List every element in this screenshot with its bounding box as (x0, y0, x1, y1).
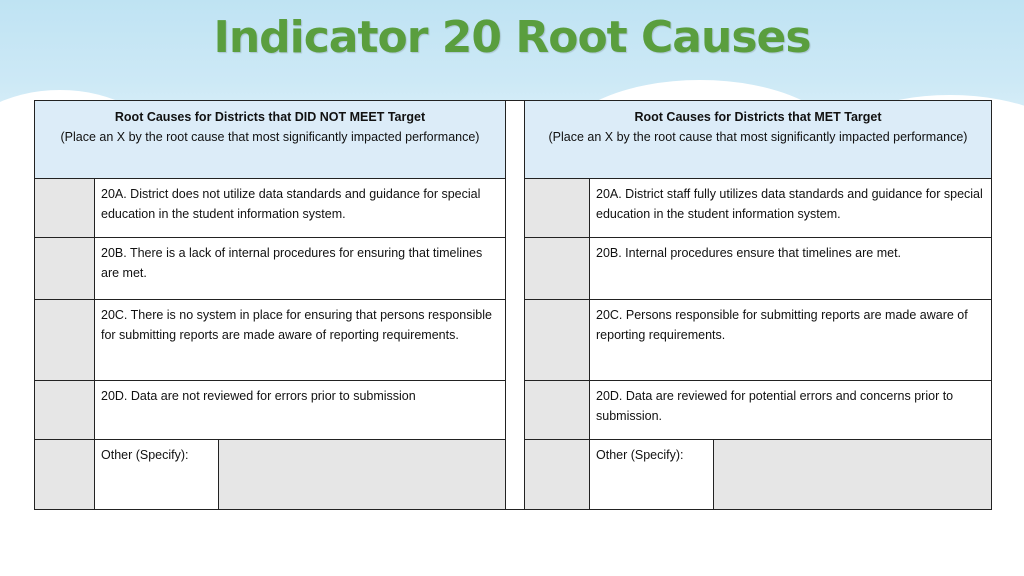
page-title: Indicator 20 Root Causes (213, 12, 811, 63)
right-other-label: Other (Specify): (590, 439, 714, 509)
column-divider (506, 101, 525, 510)
right-cause-20a: 20A. District staff fully utilizes data standards and guidance for special education in the student information system. (590, 179, 992, 238)
left-checkbox-cell-20b[interactable] (35, 238, 95, 300)
right-heading: Root Causes for Districts that MET Target (634, 110, 882, 124)
left-header-cell (35, 101, 506, 179)
left-instruction: (Place an X by the root cause that most significantly impacted performance) (60, 130, 480, 144)
right-checkbox-cell-20a[interactable] (525, 179, 590, 238)
left-checkbox-cell-other[interactable] (35, 439, 95, 509)
right-cause-20b: 20B. Internal procedures ensure that timelines are met. (590, 238, 992, 300)
left-cause-20d: 20D. Data are not reviewed for errors prior to submission (95, 380, 506, 439)
left-heading: Root Causes for Districts that DID NOT MEET Target (114, 110, 426, 124)
left-checkbox-cell-20a[interactable] (35, 179, 95, 238)
left-checkbox-cell-20c[interactable] (35, 300, 95, 380)
left-other-label: Other (Specify): (95, 439, 219, 509)
right-checkbox-cell-20b[interactable] (525, 238, 590, 300)
left-cause-20b: 20B. There is a lack of internal procedures for ensuring that timelines are met. (95, 238, 506, 300)
root-causes-table (34, 100, 992, 510)
right-other-specify-field[interactable] (714, 439, 992, 509)
right-checkbox-cell-20c[interactable] (525, 300, 590, 380)
left-other-specify-field[interactable] (219, 439, 506, 509)
header-row (35, 101, 992, 179)
right-instruction: (Place an X by the root cause that most significantly impacted performance) (548, 130, 968, 144)
right-header-cell (525, 101, 992, 179)
left-cause-20a: 20A. District does not utilize data standards and guidance for special education in the student information system. (95, 179, 506, 238)
right-checkbox-cell-20d[interactable] (525, 380, 590, 439)
right-cause-20c: 20C. Persons responsible for submitting reports are made aware of reporting requirements. (590, 300, 992, 380)
right-checkbox-cell-other[interactable] (525, 439, 590, 509)
right-cause-20d: 20D. Data are reviewed for potential errors and concerns prior to submission. (590, 380, 992, 439)
left-cause-20c: 20C. There is no system in place for ensuring that persons responsible for submitting reports are made aware of reporting requirements. (95, 300, 506, 380)
left-checkbox-cell-20d[interactable] (35, 380, 95, 439)
